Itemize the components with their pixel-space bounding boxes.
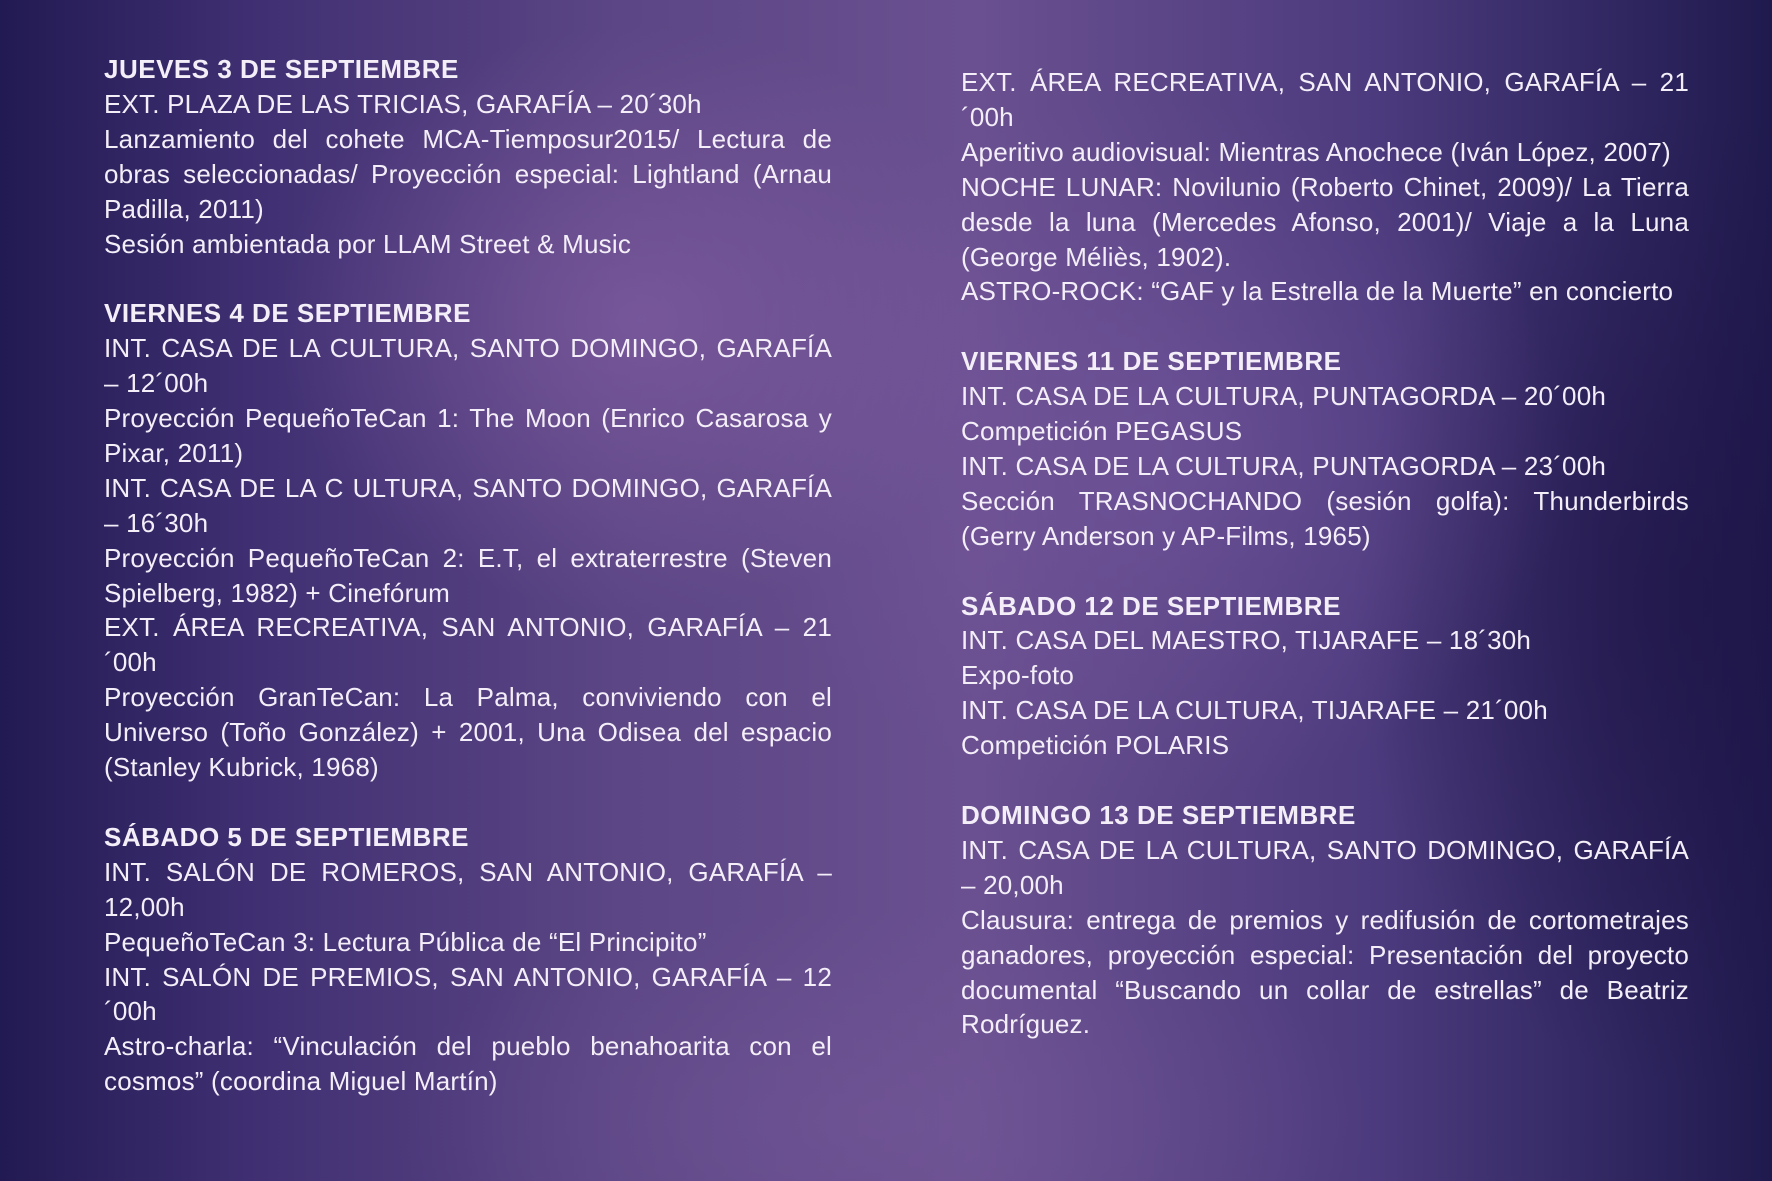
event-line: Competición POLARIS <box>961 730 1230 761</box>
day-title: DOMINGO 13 DE SEPTIEMBRE <box>961 799 1356 830</box>
day-block-viernes-4 <box>104 296 832 785</box>
event-line: ASTRO-ROCK: “GAF y la Estrella de la Muerte” en concierto <box>961 276 1674 307</box>
event-line: INT. CASA DE LA CULTURA, PUNTAGORDA – 20´00h <box>961 381 1607 412</box>
event-line: INT. CASA DE LA CULTURA, TIJARAFE – 21´00h <box>961 695 1548 726</box>
day-title: JUEVES 3 DE SEPTIEMBRE <box>104 54 459 84</box>
event-line: EXT. ÁREA RECREATIVA, SAN ANTONIO, GARAFÍA – 21´00h <box>104 612 832 678</box>
day-block-sabado-12 <box>961 589 1689 764</box>
day-block-jueves-3 <box>104 52 832 261</box>
program-column-left <box>104 52 832 1134</box>
day-title: SÁBADO 12 DE SEPTIEMBRE <box>961 590 1341 621</box>
event-line: Proyección PequeñoTeCan 1: The Moon (Enrico Casarosa y Pixar, 2011) <box>104 403 832 468</box>
event-line: EXT. ÁREA RECREATIVA, SAN ANTONIO, GARAFÍA – 21´00h <box>961 67 1689 132</box>
event-line: Sesión ambientada por LLAM Street & Music <box>104 228 632 259</box>
event-line: INT. CASA DEL MAESTRO, TIJARAFE – 18´30h <box>961 625 1532 656</box>
event-line: Proyección PequeñoTeCan 2: E.T, el extraterrestre (Steven Spielberg, 1982) + Cinefórum <box>104 542 832 608</box>
event-line: INT. CASA DE LA CULTURA, SANTO DOMINGO, GARAFÍA – 20,00h <box>961 834 1689 900</box>
event-line: INT. CASA DE LA CULTURA, PUNTAGORDA – 23´00h <box>961 450 1607 481</box>
event-line: EXT. PLAZA DE LAS TRICIAS, GARAFÍA – 20´30h <box>104 88 702 119</box>
day-title: VIERNES 11 DE SEPTIEMBRE <box>961 346 1342 377</box>
day-block-domingo-13 <box>961 798 1689 1042</box>
day-title: VIERNES 4 DE SEPTIEMBRE <box>104 298 471 329</box>
event-line: Aperitivo audiovisual: Mientras Anochece (Iván López, 2007) <box>961 136 1671 167</box>
day-block-sabado-5 <box>104 820 832 1099</box>
event-line: Astro-charla: “Vinculación del pueblo benahoarita con el cosmos” (coordina Miguel Martín) <box>104 1031 832 1097</box>
day-title: SÁBADO 5 DE SEPTIEMBRE <box>104 821 469 852</box>
event-line: NOCHE LUNAR: Novilunio (Roberto Chinet, 2009)/ La Tierra desde la luna (Mercedes Afonso, 2001)/ Viaje a la Luna (George Méliès, 1902). <box>961 171 1689 272</box>
event-line: INT. SALÓN DE ROMEROS, SAN ANTONIO, GARAFÍA – 12,00h <box>104 856 832 922</box>
program-column-right <box>961 65 1689 1077</box>
day-block-sabado-5-continued <box>961 65 1689 309</box>
day-block-viernes-11 <box>961 344 1689 553</box>
event-line: INT. CASA DE LA C ULTURA, SANTO DOMINGO, GARAFÍA – 16´30h <box>104 472 832 538</box>
event-line: Expo-foto <box>961 660 1075 691</box>
event-line: Lanzamiento del cohete MCA-Tiemposur2015/ Lectura de obras seleccionadas/ Proyección especial: Lightland (Arnau Padilla, 2011) <box>104 123 832 224</box>
event-line: INT. CASA DE LA CULTURA, SANTO DOMINGO, GARAFÍA – 12´00h <box>104 333 832 399</box>
event-line: PequeñoTeCan 3: Lectura Pública de “El Principito” <box>104 926 707 957</box>
event-line: INT. SALÓN DE PREMIOS, SAN ANTONIO, GARAFÍA – 12´00h <box>104 961 832 1027</box>
event-line: Sección TRASNOCHANDO (sesión golfa): Thunderbirds (Gerry Anderson y AP-Films, 1965) <box>961 485 1689 551</box>
event-line: Proyección GranTeCan: La Palma, conviviendo con el Universo (Toño González) + 2001, Una Odisea del espacio (Stanley Kubrick, 1968) <box>104 682 832 783</box>
event-line: Clausura: entrega de premios y redifusión de cortometrajes ganadores, proyección especial: Presentación del proyecto documental “Buscando un collar de estrellas” de Beatriz Rodríguez. <box>961 904 1689 1040</box>
event-line: Competición PEGASUS <box>961 416 1243 447</box>
